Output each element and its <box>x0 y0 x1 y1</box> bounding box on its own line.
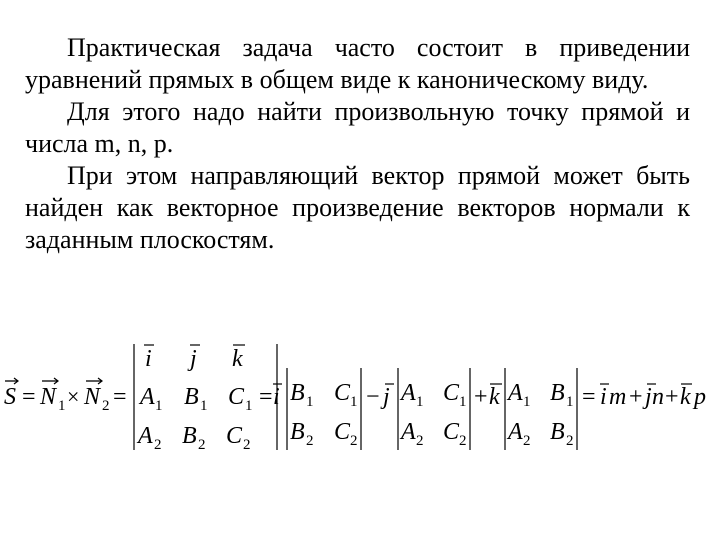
body-text <box>25 32 690 256</box>
equals-3: = <box>259 384 273 410</box>
det3-C2-sub: 2 <box>243 437 251 453</box>
determinant-3x3 <box>134 344 277 453</box>
det-k-B2: B <box>550 419 565 445</box>
formula-result <box>582 384 706 410</box>
det3-i: i <box>145 346 152 372</box>
det-j-A2: A <box>401 419 416 445</box>
det3-A1-sub: 1 <box>155 398 163 414</box>
det-i-B1-sub: 1 <box>306 394 314 410</box>
equals-1: = <box>22 384 36 410</box>
times-sign: × <box>67 384 80 409</box>
det-k-B1: B <box>550 380 565 406</box>
det-k-A1-sub: 1 <box>523 394 531 410</box>
det3-B1: B <box>184 384 199 410</box>
result-n: n <box>652 384 664 410</box>
paragraph-2: Для этого надо найти произвольную точку прямой и числа m, n, p. <box>25 97 690 158</box>
equals-2: = <box>113 384 127 410</box>
vector-N2: N <box>84 384 101 410</box>
result-plus-2: + <box>665 384 679 410</box>
det-j-C2: C <box>443 419 460 445</box>
det-j-C1-sub: 1 <box>459 394 467 410</box>
determinant-j <box>398 368 470 450</box>
result-p: p <box>694 384 706 410</box>
unit-j-1: j <box>383 384 390 410</box>
determinant-k <box>505 368 577 450</box>
paragraph-3: При этом направляющий вектор прямой может быть найден как векторное произведение векторов нормали к заданным плоскостям. <box>25 161 690 254</box>
determinant-i <box>287 368 361 450</box>
det-k-B2-sub: 2 <box>566 433 574 449</box>
result-j: j <box>645 384 652 410</box>
result-plus-1: + <box>629 384 643 410</box>
det-k-A2: A <box>508 419 523 445</box>
det-j-C2-sub: 2 <box>459 433 467 449</box>
det-k-A1: A <box>508 380 523 406</box>
unit-i-1: i <box>273 384 280 410</box>
det3-B1-sub: 1 <box>200 398 208 414</box>
det3-B2-sub: 2 <box>198 437 206 453</box>
det3-k: k <box>232 346 243 372</box>
det-k-B1-sub: 1 <box>566 394 574 410</box>
det3-A1: A <box>140 384 155 410</box>
det3-A2: A <box>138 423 153 449</box>
det3-C2: C <box>226 423 243 449</box>
det-i-C2-sub: 2 <box>350 433 358 449</box>
det3-C1: C <box>228 384 245 410</box>
det3-A2-sub: 2 <box>154 437 162 453</box>
subscript-N1: 1 <box>58 398 66 414</box>
plus-sign: + <box>474 384 488 410</box>
det-i-B2: B <box>290 419 305 445</box>
paragraph-1: Практическая задача часто состоит в приведении уравнений прямых в общем виде к каноническому виду. <box>25 33 690 94</box>
det3-B2: B <box>182 423 197 449</box>
det-i-C1-sub: 1 <box>350 394 358 410</box>
subscript-N2: 2 <box>102 398 110 414</box>
result-k: k <box>680 384 691 410</box>
det-j-A2-sub: 2 <box>416 433 424 449</box>
det-j-A1-sub: 1 <box>416 394 424 410</box>
det-j-A1: A <box>401 380 416 406</box>
cross-product-formula <box>0 338 720 458</box>
vector-S: S <box>4 384 16 410</box>
equals-4: = <box>582 384 596 410</box>
result-m: m <box>609 384 627 410</box>
unit-k-1: k <box>489 384 500 410</box>
det-i-B1: B <box>290 380 305 406</box>
det-j-C1: C <box>443 380 460 406</box>
det-k-A2-sub: 2 <box>523 433 531 449</box>
det3-j: j <box>190 346 197 372</box>
result-i: i <box>600 384 607 410</box>
minus-sign: − <box>366 384 380 410</box>
det-i-C2: C <box>334 419 351 445</box>
det3-C1-sub: 1 <box>245 398 253 414</box>
det-i-C1: C <box>334 380 351 406</box>
vector-N1: N <box>40 384 57 410</box>
det-i-B2-sub: 2 <box>306 433 314 449</box>
formula-lhs <box>4 378 127 414</box>
